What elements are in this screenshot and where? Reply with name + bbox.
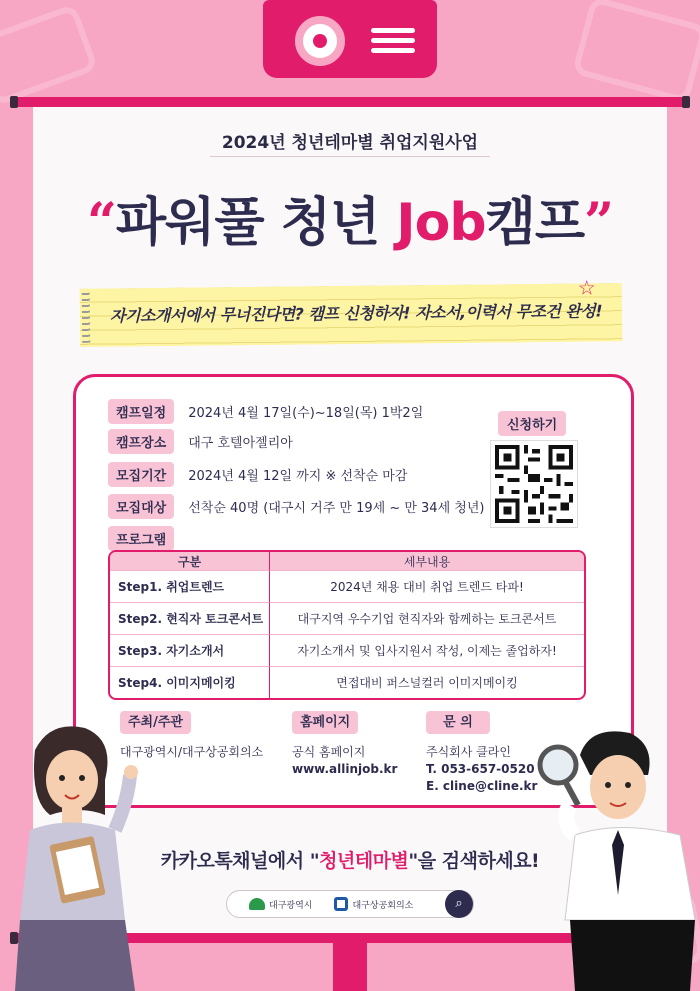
table-row [110,602,584,634]
event-title [0,180,700,255]
program-detail: 면접대비 퍼스널컬러 이미지메이킹 [270,666,584,698]
title-open-quote: “ [87,192,116,253]
program-detail: 자기소개서 및 입사지원서 작성, 이제는 졸업하자! [270,634,584,666]
info-label: 모집대상 [108,494,174,519]
homepage-line1: 공식 홈페이지 [292,745,366,759]
info-row-target [108,494,484,519]
qr-code-image [491,441,577,527]
info-row-venue [108,429,293,454]
program-detail: 대구지역 우수기업 현직자와 함께하는 토크콘서트 [270,602,584,634]
bg-decoration [0,3,99,106]
daegu-logo [249,898,312,911]
kakao-post: "을 검색하세요! [408,850,540,872]
info-label: 캠프장소 [108,429,174,454]
table-header: 구분 [110,552,270,570]
table-header-row [110,552,584,570]
memo-note [80,275,623,347]
inquiry-block [426,711,537,795]
program-step: Step1. 취업트렌드 [110,570,270,602]
program-step: Step4. 이미지메이킹 [110,666,270,698]
projector-illustration [263,0,437,78]
info-row-schedule [108,399,423,424]
program-step: Step3. 자기소개서 [110,634,270,666]
homepage-label: 홈페이지 [292,711,358,734]
apply-label: 신청하기 [498,411,566,436]
table-row [110,634,584,666]
projector-vent [371,28,415,58]
info-value: 선착순 40명 (대구시 거주 만 19세 ~ 만 34세 청년) [188,501,485,516]
event-subtitle: 2024년 청년테마별 취업지원사업 [221,133,479,153]
bg-decoration [572,0,700,104]
table-row [110,570,584,602]
title-main: 파워풀 청년 [115,193,397,253]
info-value: 2024년 4월 12일 까지 ※ 선착순 마감 [188,469,408,484]
host-value: 대구광역시/대구상공회의소 [120,745,264,759]
qr-code[interactable] [490,440,578,528]
subtitle-divider [210,156,490,157]
inquiry-company: 주식회사 클라인 [426,745,511,759]
projector-lens [295,16,345,66]
program-step: Step2. 현직자 토크콘서트 [110,602,270,634]
table-row [110,666,584,698]
chamber-mark-icon [334,897,348,911]
memo-text: 자기소개서에서 무너진다면? 캠프 신청하자! 자소서,이력서 무조건 완성! [109,301,603,326]
inquiry-phone: T. 053-657-0520 [426,762,535,776]
info-label: 프로그램 [108,526,174,551]
kakao-pre: 카카오톡채널에서 " [160,850,320,872]
search-icon[interactable]: ⌕ [445,890,473,918]
inquiry-email: E. cline@cline.kr [426,779,538,793]
kakao-highlight: 청년테마별 [319,850,409,872]
chamber-logo [334,897,413,911]
star-doodle-icon: ☆ [577,275,596,300]
sponsor-logo-bar [226,890,474,918]
program-detail: 2024년 채용 대비 취업 트렌드 타파! [270,570,584,602]
homepage-link[interactable]: www.allinjob.kr [292,762,398,776]
spiral-binding [82,293,91,343]
host-block [120,711,263,761]
chamber-logo-text: 대구상공회의소 [352,900,414,911]
info-label: 캠프일정 [108,399,174,424]
title-close-quote: ” [584,192,613,253]
info-row-period [108,462,407,487]
table-header: 세부내용 [270,552,584,570]
kakao-search-callout [0,846,700,873]
host-label: 주최/주관 [120,711,191,734]
info-value: 대구 호텔아젤리아 [188,436,293,451]
homepage-block [292,711,397,778]
info-label: 모집기간 [108,462,174,487]
program-table [108,550,586,700]
info-value: 2024년 4월 17일(수)~18일(목) 1박2일 [188,406,424,421]
inquiry-label: 문 의 [426,711,490,734]
screen-stand [333,941,367,991]
info-row-program [108,526,174,551]
daegu-logo-text: 대구광역시 [269,900,313,911]
title-tail: 캠프 [485,193,585,253]
screen-top-rail [14,97,686,107]
daegu-mark-icon [249,898,265,910]
title-job: Job [396,193,486,253]
